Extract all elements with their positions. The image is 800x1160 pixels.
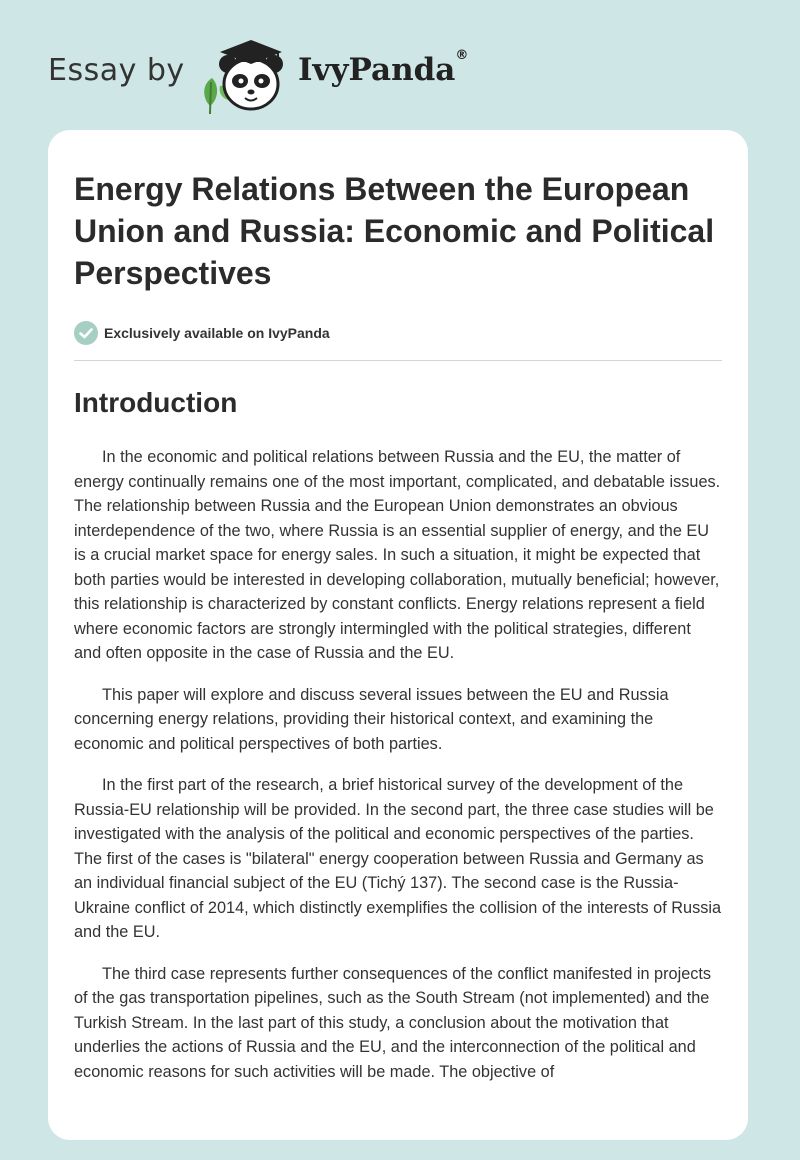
paragraph: The third case represents further consequences of the conflict manifested in projects of the gas transportation pipelines, such as the South Stream (not implemented) and the Turkish Stream. In the last part of this study, a conclusion about the motivation that underlies the actions of Russia and the EU, and the interconnection of the political and economic reasons for such activities will be made. The objective of [74, 964, 712, 1081]
paragraph: This paper will explore and discuss several issues between the EU and Russia concerning energy relations, providing their historical context, and examining the economic and political perspectives of both parties. [74, 685, 669, 753]
exclusive-label: Exclusively available on IvyPanda [104, 325, 330, 341]
section-heading: Introduction [74, 387, 238, 418]
paragraph: In the economic and political relations between Russia and the EU, the matter of energy continually remains one of the most important, complicated, and debatable issues. The relationship between Russia and the European Union demonstrates an obvious interdependence of the two, where Russia is an essential supplier of energy, and the EU is a crucial market space for energy sales. In such a situation, it might be expected that both parties would be interested in developing collaboration, mutually beneficial; however, this relationship is characterized by constant conflicts. Energy relations represent a field where economic factors are strongly intermingled with the political strategies, different and often opposite in the case of Russia and the EU. [74, 448, 721, 662]
brand-prefix: Essay by [48, 53, 185, 88]
page-title: Energy Relations Between the European Union and Russia: Economic and Political Perspectives [74, 171, 715, 291]
divider [74, 360, 722, 361]
registered-mark: ® [455, 48, 469, 63]
panda-graduation-cap-icon [198, 34, 298, 116]
paragraph: In the first part of the research, a brief historical survey of the development of the Russia-EU relationship will be provided. In the second part, the three case studies will be investigated with the analysis of the political and economic perspectives of the parties. The first of the cases is "bilateral" energy cooperation between Russia and Germany as an individual financial subject of the EU (Tichý 137). The second case is the Russia-Ukraine conflict of 2014, which distinctly exemplifies the collision of the interests of Russia and the EU. [74, 776, 722, 941]
essay-card [48, 130, 748, 1140]
brand-name: IvyPanda® [298, 48, 469, 88]
check-circle-icon [74, 321, 98, 345]
exclusive-badge [74, 320, 722, 346]
brand-header[interactable] [48, 28, 508, 118]
